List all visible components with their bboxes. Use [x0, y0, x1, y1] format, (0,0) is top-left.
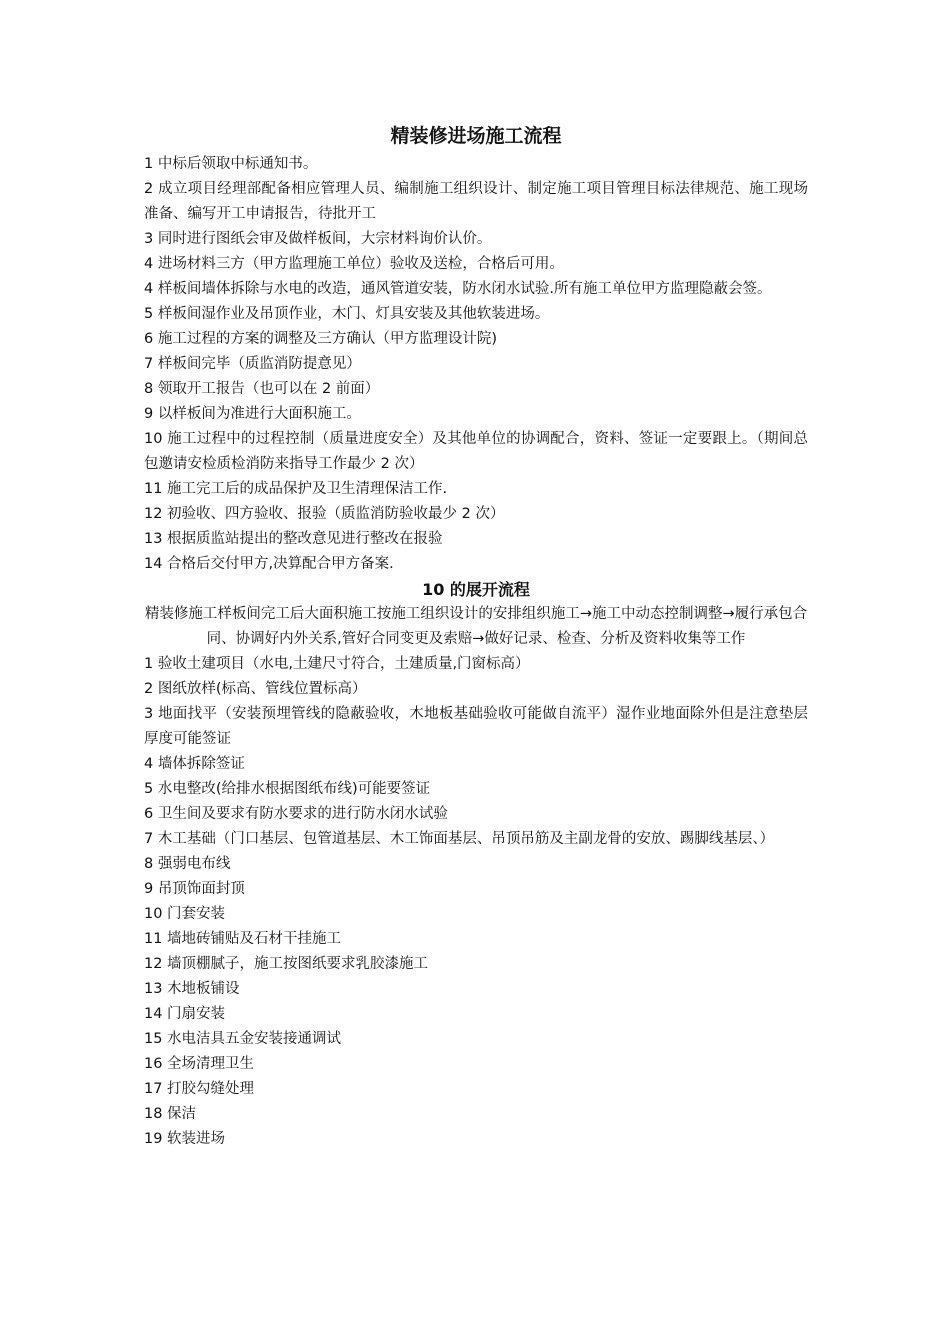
detail-item: 1 验收土建项目（水电,土建尺寸符合，土建质量,门窗标高）: [144, 656, 530, 672]
step-item: 11 施工完工后的成品保护及卫生清理保洁工作.: [144, 481, 448, 497]
page-title: 精装修进场施工流程: [390, 125, 562, 147]
step-item: 5 样板间湿作业及吊顶作业，木门、灯具安装及其他软装进场。: [144, 306, 550, 322]
detail-item: 3 地面找平（安装预埋管线的隐蔽验收，木地板基础验收可能做自流平）湿作业地面除外但是注意垫层厚度可能签证: [144, 706, 808, 747]
step-list: [144, 152, 808, 577]
detail-item: 12 墙顶棚腻子，施工按图纸要求乳胶漆施工: [144, 956, 429, 972]
step-item: 9 以样板间为准进行大面积施工。: [144, 406, 361, 422]
detail-item: 19 软装进场: [144, 1131, 226, 1147]
detail-item: 11 墙地砖铺贴及石材干挂施工: [144, 931, 342, 947]
detail-item: 7 木工基础（门口基层、包管道基层、木工饰面基层、吊顶吊筋及主副龙骨的安放、踢脚线基层、）: [144, 831, 775, 847]
step-item: 6 施工过程的方案的调整及三方确认（甲方监理设计院): [144, 331, 497, 347]
detail-item: 13 木地板铺设: [144, 981, 240, 997]
step-item: 7 样板间完毕（质监消防提意见）: [144, 356, 361, 372]
step-item: 13 根据质监站提出的整改意见进行整改在报验: [144, 531, 443, 547]
detail-item: 17 打胶勾缝处理: [144, 1081, 255, 1097]
detail-item: 8 强弱电布线: [144, 856, 231, 872]
step-item: 8 领取开工报告（也可以在 2 前面）: [144, 381, 380, 397]
step-item: 1 中标后领取中标通知书。: [144, 156, 318, 172]
step-item: 4 进场材料三方（甲方监理施工单位）验收及送检，合格后可用。: [144, 256, 564, 272]
detail-item: 9 吊顶饰面封顶: [144, 881, 245, 897]
detail-item: 15 水电洁具五金安装接通调试: [144, 1031, 342, 1047]
step-item: 14 合格后交付甲方,决算配合甲方备案.: [144, 556, 394, 572]
detail-item: 6 卫生间及要求有防水要求的进行防水闭水试验: [144, 806, 448, 822]
step-item: 4 样板间墙体拆除与水电的改造，通风管道安装，防水闭水试验.所有施工单位甲方监理隐蔽会签。: [144, 281, 772, 297]
document-body: [144, 120, 808, 1152]
section-title: 10 的展开流程: [422, 580, 530, 599]
detail-item: 2 图纸放样(标高、管线位置标高）: [144, 681, 367, 697]
step-item: 10 施工过程中的过程控制（质量进度安全）及其他单位的协调配合，资料、签证一定要跟上。（期间总包邀请安检质检消防来指导工作最少 2 次）: [144, 431, 808, 472]
section-intro: 精装修施工样板间完工后大面积施工按施工组织设计的安排组织施工→施工中动态控制调整→履行承包合同、协调好内外关系,管好合同变更及索赔→做好记录、检查、分析及资料收集等工作: [144, 606, 808, 647]
detail-item: 4 墙体拆除签证: [144, 756, 245, 772]
step-item: 12 初验收、四方验收、报验（质监消防验收最少 2 次）: [144, 506, 505, 522]
step-item: 3 同时进行图纸会审及做样板间，大宗材料询价认价。: [144, 231, 492, 247]
detail-item: 10 门套安装: [144, 906, 226, 922]
step-item: 2 成立项目经理部配备相应管理人员、编制施工组织设计、制定施工项目管理目标法律规范、施工现场准备、编写开工申请报告，待批开工: [144, 181, 808, 222]
detail-item: 14 门扇安装: [144, 1006, 226, 1022]
detail-item: 18 保洁: [144, 1106, 197, 1122]
detail-list: [144, 652, 808, 1152]
detail-item: 16 全场清理卫生: [144, 1056, 255, 1072]
detail-item: 5 水电整改(给排水根据图纸布线)可能要签证: [144, 781, 431, 797]
